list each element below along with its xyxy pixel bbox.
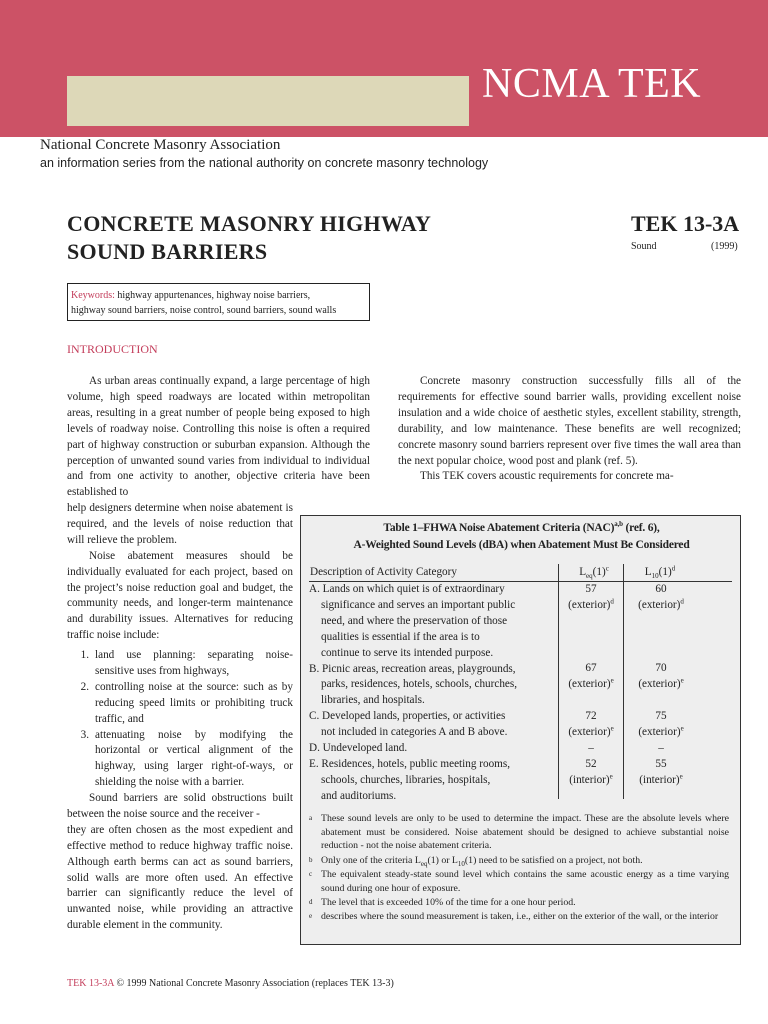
column-header-leq: $L_{eq}(1)^c$ bbox=[579, 564, 609, 581]
column-header-description: Description of Activity Category bbox=[310, 566, 457, 578]
list-item: 2. controlling noise at the source: such as by reducing speed limits or prohibiting truck traffic, and bbox=[80, 680, 293, 725]
intro-paragraph-1-cont: help designers determine when noise abatement is required, and the levels of noise reduction that will relieve the problem. bbox=[67, 502, 293, 546]
cell-l10-e: 55 (interior)$^e$ bbox=[639, 758, 683, 786]
noise-criteria-table bbox=[300, 515, 741, 945]
cell-leq-c: 72 (exterior)$^e$ bbox=[568, 710, 614, 738]
footnote: a These sound levels are only to be used to determine the impact. These are the absolute levels where abatement must be considered. Noise abatement should be designed to achieve substantial noise reduction - not the noise abatement criteria. bbox=[309, 813, 729, 852]
cell-l10-c: 75 (exterior)$^e$ bbox=[638, 710, 684, 738]
footnote: d The level that is exceeded 10% of the time for a one hour period. bbox=[309, 897, 576, 908]
footnote: e describes where the sound measurement is taken, i.e., either on the exterior of the wall, or the interior bbox=[309, 911, 719, 922]
table-rows bbox=[309, 582, 559, 805]
intro-paragraph-3: Sound barriers are solid obstructions built between the noise source and the receiver - bbox=[67, 792, 293, 820]
tek-category: Sound bbox=[631, 241, 657, 252]
footer-copyright: © 1999 National Concrete Masonry Association (replaces TEK 13-3) bbox=[113, 978, 394, 989]
intro-paragraph-3-cont: they are often chosen as the most expedient and effective method to reduce highway traffic noise. Although earth berms can act as sound barriers, solid walls are more often used. An effective barrier can significantly reduce the level of unwanted noise, while providing an attractive durable element in the community. bbox=[67, 823, 293, 932]
section-heading: INTRODUCTION bbox=[67, 342, 158, 356]
cell-leq-d: – bbox=[588, 742, 594, 754]
right-paragraph-2: This TEK covers acoustic requirements for concrete ma- bbox=[420, 470, 674, 483]
list-item: 1. land use planning: separating noise-sensitive uses from highways, bbox=[80, 649, 293, 677]
table-row: C. Developed lands, properties, or activities not included in categories A and B above. bbox=[309, 710, 508, 739]
cell-l10-d: – bbox=[658, 742, 664, 754]
document-title bbox=[67, 210, 431, 266]
cell-l10-a: 60 (exterior)$^d$ bbox=[638, 583, 684, 611]
keywords-box bbox=[67, 283, 370, 321]
publication-title: NCMA TEK bbox=[482, 61, 702, 107]
column-header-l10: $L_{10}(1)^d$ bbox=[644, 564, 676, 581]
column-rule bbox=[623, 564, 624, 799]
title-line-1: CONCRETE MASONRY HIGHWAY bbox=[67, 211, 432, 236]
cell-leq-a: 57 (exterior)$^d$ bbox=[568, 583, 614, 611]
list-item: 3. attenuating noise by modifying the horizontal or vertical alignment of the highway, using larger right-of-ways, or shielding the noise with a barrier. bbox=[80, 728, 293, 789]
right-column bbox=[398, 374, 741, 485]
keywords-line-2: highway sound barriers, noise control, sound barriers, sound walls bbox=[71, 305, 337, 316]
left-column-bottom bbox=[67, 791, 293, 934]
left-column-top bbox=[67, 374, 370, 501]
alternatives-list bbox=[67, 648, 293, 791]
intro-paragraph-1: As urban areas continually expand, a large percentage of high volume, high speed roadways are located within metropolitan areas, resulting in a great number of people being exposed to high levels of roadway noise. Controlling this noise is often a required part of highway construction or suburban expansion. Although the perception of unwanted sound varies from individual to individual and from one activity to another, objective criteria have been established to bbox=[67, 375, 370, 499]
tek-year: (1999) bbox=[711, 241, 738, 252]
header-accent-block bbox=[67, 76, 469, 126]
footnote: b Only one of the criteria $L_{eq}(1)$ or $L_{10}(1)$ need to be satisfied on a project, not both. bbox=[309, 855, 643, 868]
keywords-label: Keywords: bbox=[71, 290, 115, 301]
organization-name: National Concrete Masonry Association bbox=[40, 137, 281, 153]
tek-number: TEK 13-3A bbox=[631, 211, 740, 236]
table-title: Table 1–FHWA Noise Abatement Criteria (NAC)$^{a,b}$ (ref. 6), A-Weighted Sound Levels (dBA) when Abatement Must Be Considered bbox=[353, 520, 690, 551]
keywords-line-1: highway appurtenances, highway noise barriers, bbox=[117, 290, 311, 301]
organization-tagline: an information series from the national authority on concrete masonry technology bbox=[40, 156, 489, 170]
left-column-narrow bbox=[67, 501, 293, 644]
footnote: c The equivalent steady-state sound level which contains the same acoustic energy as a time varying sound during one hour of exposure. bbox=[309, 869, 729, 894]
cell-l10-b: 70 (exterior)$^e$ bbox=[638, 662, 684, 690]
footer-tek-id: TEK 13-3A bbox=[67, 978, 114, 989]
cell-leq-b: 67 (exterior)$^e$ bbox=[568, 662, 614, 690]
title-line-2: SOUND BARRIERS bbox=[67, 239, 268, 264]
right-paragraph-1: Concrete masonry construction successfully fills all of the requirements for effective sound barrier walls, providing excellent noise insulation and a wide choice of aesthetic styles, excellent stability, strength, durability, and low maintenance. These benefits are well recognized; concrete masonry sound barriers represent over five times the wall area than the next popular choice, wood post and plank (ref. 5). bbox=[398, 375, 741, 467]
table-row: D. Undeveloped land. bbox=[309, 742, 408, 755]
table-row: E. Residences, hotels, public meeting rooms, schools, churches, libraries, hospitals, and auditoriums. bbox=[309, 757, 511, 802]
table-row: A. Lands on which quiet is of extraordinary significance and serves an important public need, and where the preservation of those qualities is essential if the area is to continue to serve its intended purpose. bbox=[309, 583, 516, 659]
intro-paragraph-2: Noise abatement measures should be individually evaluated for each project, based on the project’s noise reduction goal and budget, the community needs, and longer-term maintenance and durability issues. Alternatives for reducing traffic noise include: bbox=[67, 549, 293, 642]
table-row: B. Picnic areas, recreation areas, playgrounds, parks, residences, hotels, schools, churches, libraries, and hospitals. bbox=[309, 662, 518, 707]
page-footer bbox=[67, 978, 394, 989]
cell-leq-e: 52 (interior)$^e$ bbox=[569, 758, 613, 786]
